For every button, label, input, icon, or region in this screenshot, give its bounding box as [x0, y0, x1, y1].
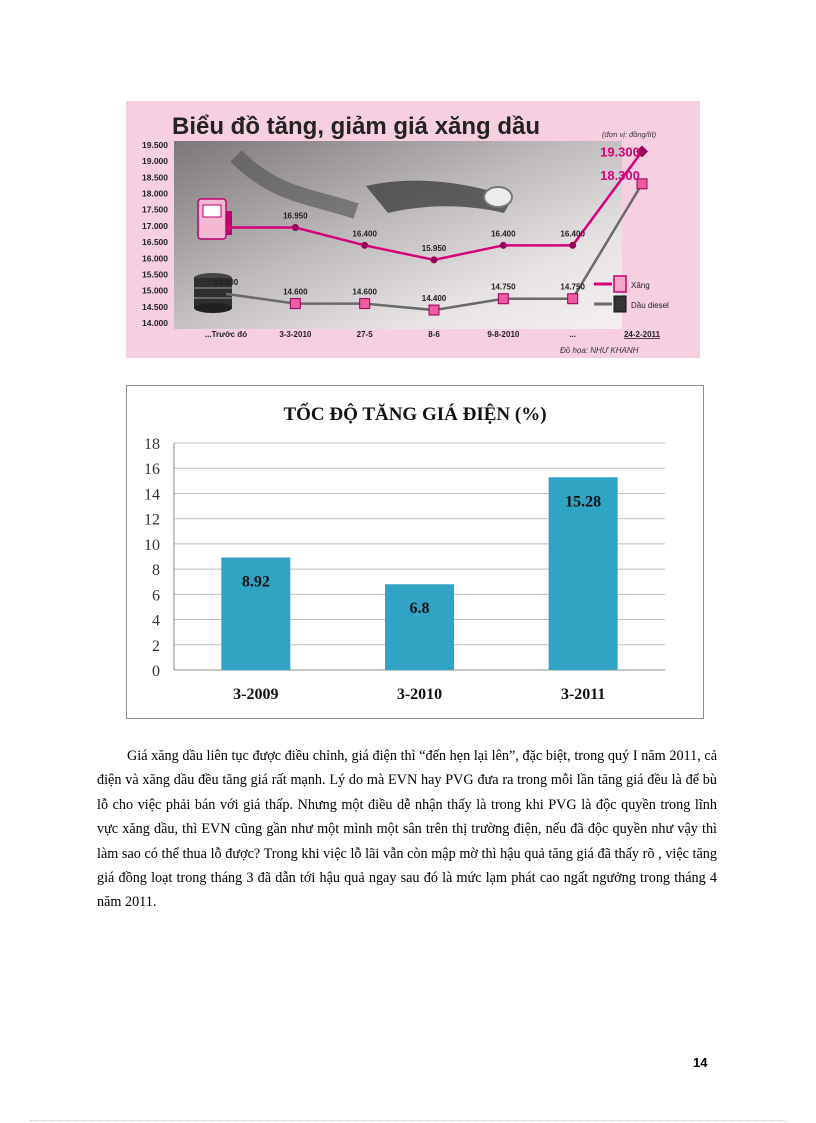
diesel-value-label: 14.400: [421, 294, 447, 304]
fuel-y-tick: 18.000: [142, 188, 168, 199]
elec-y-tick: 6: [152, 587, 160, 605]
page-number: 14: [693, 1055, 708, 1070]
fuel-y-tick: 17.000: [142, 220, 168, 231]
fuel-nozzle-tip: [484, 187, 512, 207]
fuel-y-axis: [142, 140, 168, 328]
fuel-chart-credit: Đồ họa: NHƯ KHANH: [560, 346, 639, 355]
fuel-y-tick: 15.500: [142, 269, 168, 280]
xang-value-label: 16.400: [491, 229, 516, 239]
elec-y-tick: 8: [152, 562, 160, 580]
fuel-x-tick: 27-5: [356, 330, 373, 339]
page-bottom-border: [30, 1120, 786, 1121]
diesel-value-label: 14.750: [491, 282, 516, 292]
elec-x-tick: 3-2009: [233, 686, 279, 703]
fuel-x-tick: 9-8-2010: [487, 330, 520, 339]
elec-bar-label: 6.8: [409, 600, 430, 618]
electricity-price-chart-svg: [127, 386, 703, 718]
elec-y-tick: 12: [144, 511, 160, 529]
xang-value-label: 16.400: [560, 229, 585, 239]
fuel-y-tick: 16.000: [142, 253, 168, 264]
fuel-x-axis: [205, 330, 661, 339]
electricity-price-chart: [126, 385, 704, 719]
xang-value-label: 16.950: [283, 211, 308, 221]
fuel-y-tick: 16.500: [142, 237, 168, 248]
xang-value-label: 15.950: [421, 243, 447, 253]
diesel-value-label: 18.300: [600, 167, 640, 183]
diesel-value-label: 14.600: [283, 287, 308, 297]
elec-bar-label: 15.28: [565, 493, 602, 511]
fuel-x-tick: 8-6: [428, 330, 440, 339]
fuel-price-chart: [126, 101, 700, 358]
xang-point: [361, 242, 368, 249]
elec-x-tick: 3-2011: [560, 686, 606, 703]
fuel-chart-unit: (đơn vị: đồng/lít): [602, 130, 657, 139]
diesel-value-label: 14.600: [352, 287, 377, 297]
elec-y-tick: 14: [144, 486, 160, 504]
xang-value-label: 19.300: [600, 144, 640, 160]
fuel-chart-title: Biểu đồ tăng, giảm giá xăng dầu: [172, 113, 541, 140]
elec-y-tick: 18: [144, 436, 160, 453]
fuel-y-tick: 19.000: [142, 156, 168, 167]
fuel-y-tick: 15.000: [142, 285, 168, 296]
elec-x-tick: 3-2010: [396, 686, 443, 703]
fuel-y-tick: 19.500: [142, 140, 168, 150]
legend-xang: Xăng: [631, 281, 650, 290]
elec-bars: [221, 477, 617, 670]
elec-x-axis: [233, 686, 605, 703]
elec-bar: [385, 584, 454, 670]
diesel-point: [568, 294, 578, 304]
fuel-x-tick: ...: [569, 330, 577, 339]
elec-y-tick: 10: [144, 536, 160, 554]
legend-diesel: Dầu diesel: [631, 301, 669, 310]
xang-point: [500, 242, 507, 249]
elec-y-axis: [144, 436, 160, 680]
xang-point: [569, 242, 576, 249]
fuel-y-tick: 14.500: [142, 301, 168, 312]
diesel-value-label: 14.750: [560, 282, 585, 292]
fuel-y-tick: 14.000: [142, 318, 168, 328]
fuel-y-tick: 17.500: [142, 204, 168, 215]
diesel-point: [360, 299, 370, 309]
fuel-price-chart-svg: [126, 101, 700, 358]
body-paragraph: Giá xăng dầu liên tục được điều chỉnh, giá điện thì “đến hẹn lại lên”, đặc biệt, trong quý I năm 2011, cả điện và xăng dầu đều tăng giá rất mạnh. Lý do mà EVN hay PVG đưa ra trong mỗi lần tăng giá đều là để bù lỗ cho việc phải bán với giá thấp. Nhưng một điều dễ nhận thấy là trong khi PVG là độc quyền trong lĩnh vực xăng dầu, thì EVN cũng gần như một mình một sân trên thị trường điện, nếu đã độc quyền như vậy thì làm sao có thể thua lỗ được? Trong khi việc lỗ lãi vẫn còn mập mờ thì hậu quả tăng giá đã thấy rõ , việc tăng giá đồng loạt trong tháng 3 đã dẫn tới hậu quả ngay sau đó là mức lạm phát cao ngất ngưởng trong tháng 4 năm 2011.: [97, 748, 717, 911]
fuel-x-tick: 3-3-2010: [279, 330, 312, 339]
fuel-y-tick: 18.500: [142, 172, 168, 183]
elec-bar-label: 8.92: [241, 573, 270, 591]
diesel-point: [429, 305, 439, 315]
elec-y-tick: 16: [144, 461, 160, 479]
elec-y-tick: 4: [152, 612, 160, 630]
diesel-value-label: 14.900: [213, 277, 239, 287]
elec-y-tick: 2: [152, 637, 160, 655]
fuel-x-tick: 24-2-2011: [623, 330, 661, 339]
xang-value-label: 16.400: [352, 229, 377, 239]
fuel-x-tick: ...Trước đó: [204, 330, 248, 339]
elec-chart-title: TỐC ĐỘ TĂNG GIÁ ĐIỆN (%): [283, 404, 547, 425]
diesel-point: [498, 294, 508, 304]
diesel-point: [290, 299, 300, 309]
xang-point: [431, 256, 438, 263]
xang-point: [292, 224, 299, 231]
elec-y-tick: 0: [152, 663, 160, 680]
